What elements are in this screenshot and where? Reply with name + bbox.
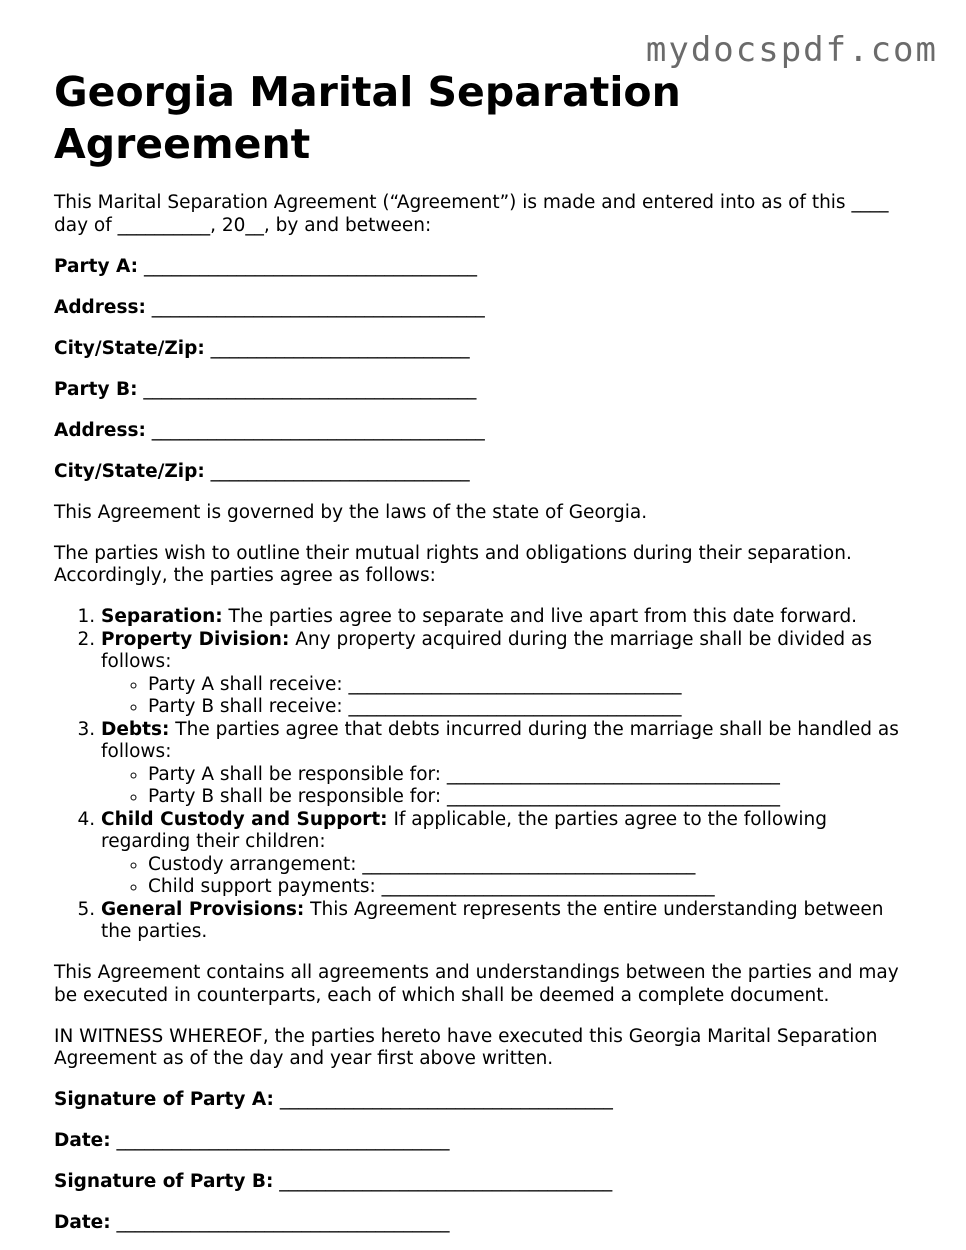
signature-b-field[interactable] (54, 1171, 914, 1194)
sub-list-item[interactable]: ◦ Party B shall receive: ____________________________________ (148, 696, 914, 719)
date-a-field[interactable] (54, 1130, 914, 1153)
date-a-blank[interactable]: ____________________________________ (116, 1130, 450, 1151)
signature-a-label: Signature of Party A: (54, 1089, 274, 1110)
party-b-field[interactable] (54, 379, 914, 402)
governing-law-paragraph: This Agreement is governed by the laws of the state of Georgia. (54, 501, 648, 523)
intro-paragraph: This Marital Separation Agreement (“Agreement”) is made and entered into as of this ____ day of __________, 20__, by and between: (54, 192, 889, 236)
party-a-city-label: City/State/Zip: (54, 337, 205, 359)
sub-list (101, 674, 914, 719)
item-text: The parties agree that debts incurred during the marriage shall be handled as follows: (101, 718, 899, 762)
signature-b-blank[interactable]: ____________________________________ (279, 1171, 613, 1192)
party-b-address-label: Address: (54, 419, 146, 441)
list-item (101, 809, 914, 899)
item-text: The parties agree to separate and live apart from this date forward. (222, 606, 858, 627)
party-b-label: Party B: (54, 378, 138, 400)
signature-a-field[interactable] (54, 1089, 914, 1112)
watermark: mydocspdf.com (645, 30, 938, 70)
terms-list (54, 606, 914, 944)
party-a-address-field[interactable] (54, 297, 914, 320)
signature-a-blank[interactable]: ____________________________________ (279, 1089, 613, 1110)
party-b-blank[interactable]: ____________________________________ (143, 378, 477, 400)
party-a-city-field[interactable] (54, 338, 914, 361)
date-b-blank[interactable]: ____________________________________ (116, 1212, 450, 1233)
party-a-address-blank[interactable]: ____________________________________ (151, 296, 485, 318)
outline-paragraph: The parties wish to outline their mutual rights and obligations during their separation. Accordingly, the parties agree as follows: (54, 542, 852, 586)
sub-list-item[interactable]: ◦ Party A shall receive: ____________________________________ (148, 674, 914, 697)
date-a-label: Date: (54, 1130, 111, 1151)
item-text: If applicable, the parties agree to the following regarding their children: (101, 808, 827, 852)
date-b-label: Date: (54, 1212, 111, 1233)
sub-list-item[interactable]: ◦ Custody arrangement: ____________________________________ (148, 854, 914, 877)
party-a-city-blank[interactable]: ____________________________ (210, 337, 470, 359)
party-b-city-field[interactable] (54, 461, 914, 484)
item-text: This Agreement represents the entire understanding between the parties. (101, 898, 884, 942)
item-title: General Provisions: (101, 898, 305, 920)
sub-list (101, 854, 914, 899)
party-a-blank[interactable]: ____________________________________ (143, 255, 477, 277)
document-page (54, 66, 914, 1235)
party-b-city-label: City/State/Zip: (54, 460, 205, 482)
item-text: Any property acquired during the marriage shall be divided as follows: (101, 628, 872, 672)
list-item (101, 719, 914, 809)
list-item (101, 899, 914, 944)
list-item (101, 629, 914, 719)
witness-paragraph: IN WITNESS WHEREOF, the parties hereto have executed this Georgia Marital Separation Agreement as of the day and year first above written. (54, 1025, 878, 1069)
item-title: Property Division: (101, 628, 290, 650)
sub-list (101, 764, 914, 809)
sub-list-item[interactable]: ◦ Party B shall be responsible for: ____________________________________ (148, 786, 914, 809)
party-b-address-field[interactable] (54, 420, 914, 443)
signature-b-label: Signature of Party B: (54, 1171, 274, 1192)
party-b-city-blank[interactable]: ____________________________ (210, 460, 470, 482)
list-item (101, 606, 914, 629)
item-title: Separation: (101, 606, 223, 627)
document-title: Georgia Marital Separation Agreement (54, 68, 681, 168)
item-title: Child Custody and Support: (101, 808, 388, 830)
sub-list-item[interactable]: ◦ Party A shall be responsible for: ____________________________________ (148, 764, 914, 787)
party-a-label: Party A: (54, 255, 139, 277)
party-b-address-blank[interactable]: ____________________________________ (151, 419, 485, 441)
counterparts-paragraph: This Agreement contains all agreements and understandings between the parties and may be executed in counterparts, each of which shall be deemed a complete document. (54, 962, 899, 1006)
party-a-address-label: Address: (54, 296, 146, 318)
sub-list-item[interactable]: ◦ Child support payments: ____________________________________ (148, 876, 914, 899)
party-a-field[interactable] (54, 256, 914, 279)
date-b-field[interactable] (54, 1212, 914, 1235)
item-title: Debts: (101, 718, 170, 740)
